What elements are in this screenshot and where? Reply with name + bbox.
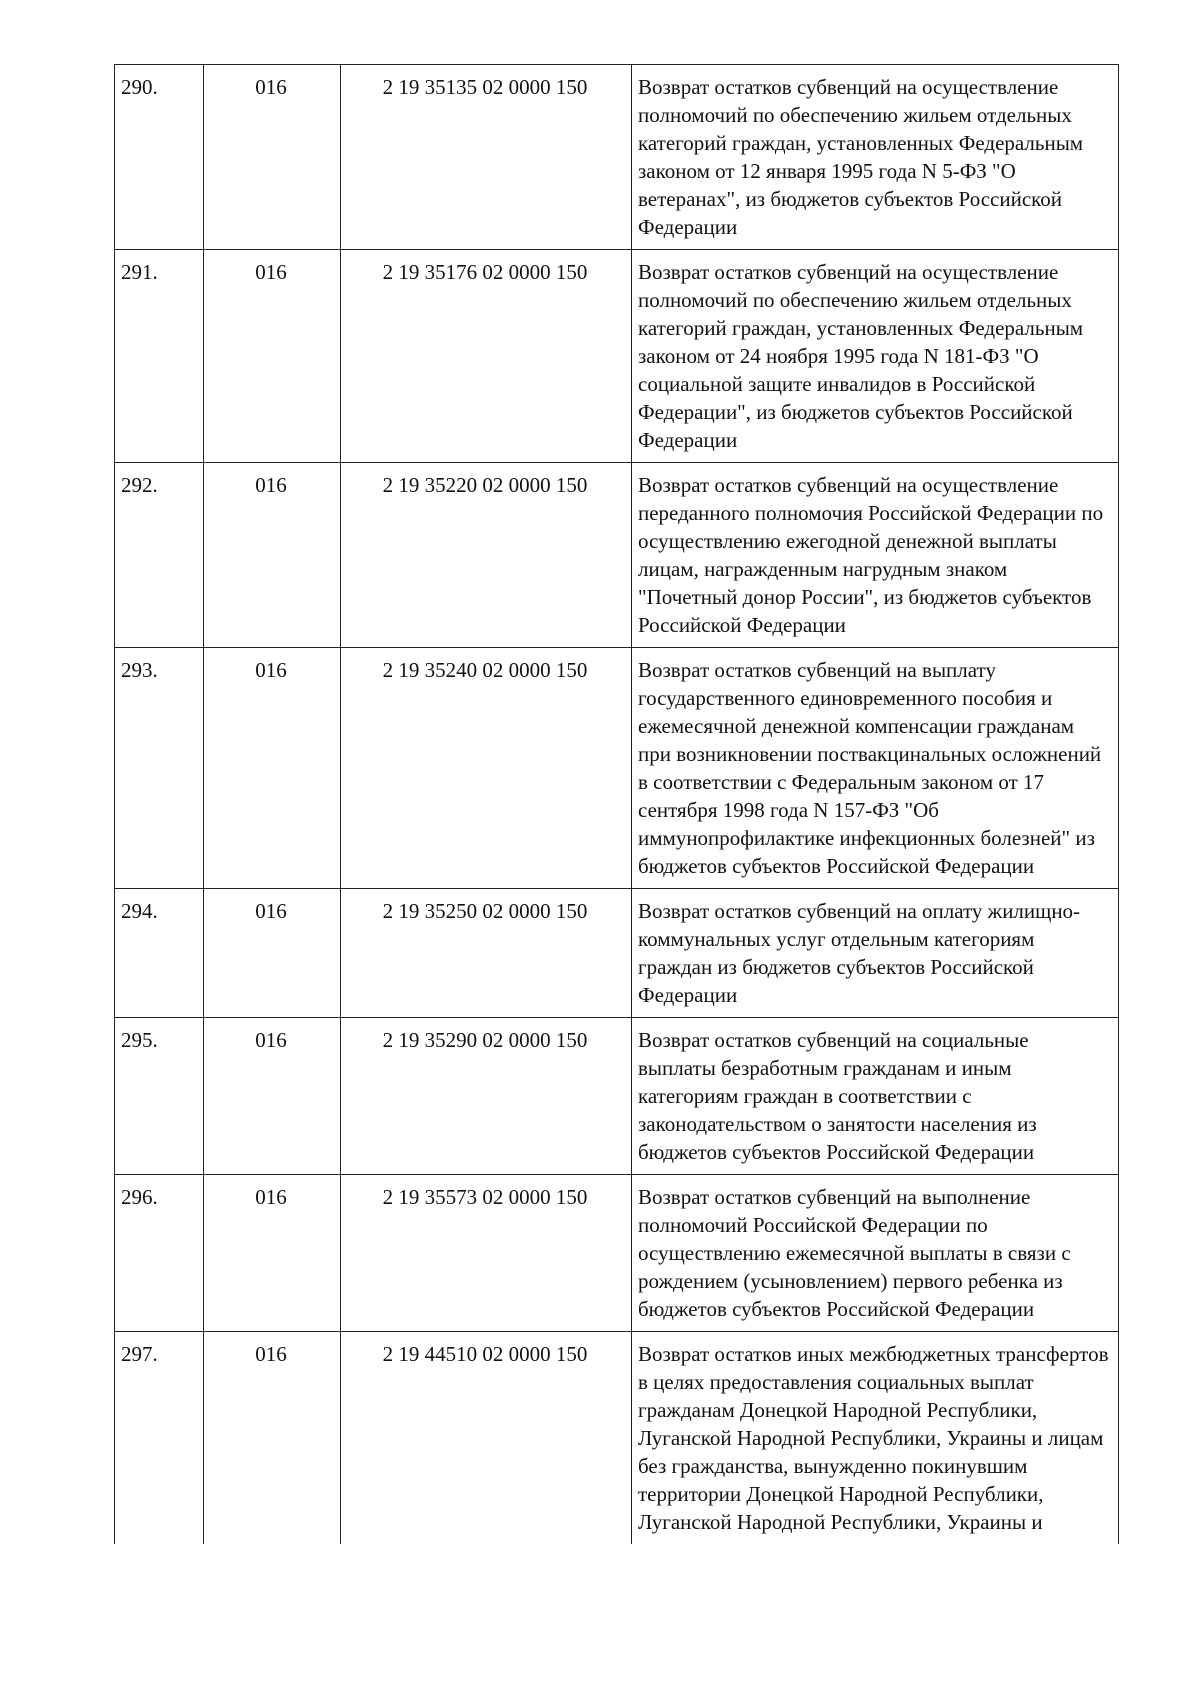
row-number: 290. (115, 65, 204, 250)
row-number: 297. (115, 1332, 204, 1545)
budget-codes-table (114, 64, 1119, 1544)
row-number: 295. (115, 1018, 204, 1175)
admin-code: 016 (204, 463, 341, 648)
budget-classification-code: 2 19 35220 02 0000 150 (341, 463, 632, 648)
budget-classification-code: 2 19 35135 02 0000 150 (341, 65, 632, 250)
table-row (115, 648, 1119, 889)
budget-classification-code: 2 19 35250 02 0000 150 (341, 889, 632, 1018)
admin-code: 016 (204, 1175, 341, 1332)
budget-classification-code: 2 19 35240 02 0000 150 (341, 648, 632, 889)
budget-classification-code: 2 19 35176 02 0000 150 (341, 250, 632, 463)
code-description: Возврат остатков субвенций на социальные выплаты безработным гражданам и иным категориям граждан в соответствии с законодательством о занятости населения из бюджетов субъектов Российской Федерации (632, 1018, 1119, 1175)
table-row (115, 463, 1119, 648)
code-description: Возврат остатков субвенций на осуществление полномочий по обеспечению жильем отдельных категорий граждан, установленных Федеральным законом от 12 января 1995 года N 5-ФЗ "О ветеранах", из бюджетов субъектов Российской Федерации (632, 65, 1119, 250)
budget-classification-code: 2 19 35573 02 0000 150 (341, 1175, 632, 1332)
table-row (115, 1332, 1119, 1545)
code-description: Возврат остатков субвенций на оплату жилищно-коммунальных услуг отдельным категориям граждан из бюджетов субъектов Российской Федерации (632, 889, 1119, 1018)
admin-code: 016 (204, 889, 341, 1018)
code-description: Возврат остатков иных межбюджетных трансфертов в целях предоставления социальных выплат гражданам Донецкой Народной Республики, Луганской Народной Республики, Украины и лицам без гражданства, вынужденно покинувшим территории Донецкой Народной Республики, Луганской Народной Республики, Украины и (632, 1332, 1119, 1545)
admin-code: 016 (204, 1018, 341, 1175)
code-description: Возврат остатков субвенций на выполнение полномочий Российской Федерации по осуществлению ежемесячной выплаты в связи с рождением (усыновлением) первого ребенка из бюджетов субъектов Российской Федерации (632, 1175, 1119, 1332)
code-description: Возврат остатков субвенций на осуществление переданного полномочия Российской Федерации по осуществлению ежегодной денежной выплаты лицам, награжденным нагрудным знаком "Почетный донор России", из бюджетов субъектов Российской Федерации (632, 463, 1119, 648)
code-description: Возврат остатков субвенций на осуществление полномочий по обеспечению жильем отдельных категорий граждан, установленных Федеральным законом от 24 ноября 1995 года N 181-ФЗ "О социальной защите инвалидов в Российской Федерации", из бюджетов субъектов Российской Федерации (632, 250, 1119, 463)
row-number: 293. (115, 648, 204, 889)
admin-code: 016 (204, 250, 341, 463)
admin-code: 016 (204, 65, 341, 250)
table-row (115, 889, 1119, 1018)
budget-classification-code: 2 19 35290 02 0000 150 (341, 1018, 632, 1175)
table-row (115, 1175, 1119, 1332)
row-number: 292. (115, 463, 204, 648)
row-number: 291. (115, 250, 204, 463)
row-number: 294. (115, 889, 204, 1018)
admin-code: 016 (204, 648, 341, 889)
row-number: 296. (115, 1175, 204, 1332)
admin-code: 016 (204, 1332, 341, 1545)
code-description: Возврат остатков субвенций на выплату государственного единовременного пособия и ежемесячной денежной компенсации гражданам при возникновении поствакцинальных осложнений в соответствии с Федеральным законом от 17 сентября 1998 года N 157-ФЗ "Об иммунопрофилактике инфекционных болезней" из бюджетов субъектов Российской Федерации (632, 648, 1119, 889)
table-row (115, 65, 1119, 250)
budget-classification-code: 2 19 44510 02 0000 150 (341, 1332, 632, 1545)
table-row (115, 250, 1119, 463)
table-row (115, 1018, 1119, 1175)
